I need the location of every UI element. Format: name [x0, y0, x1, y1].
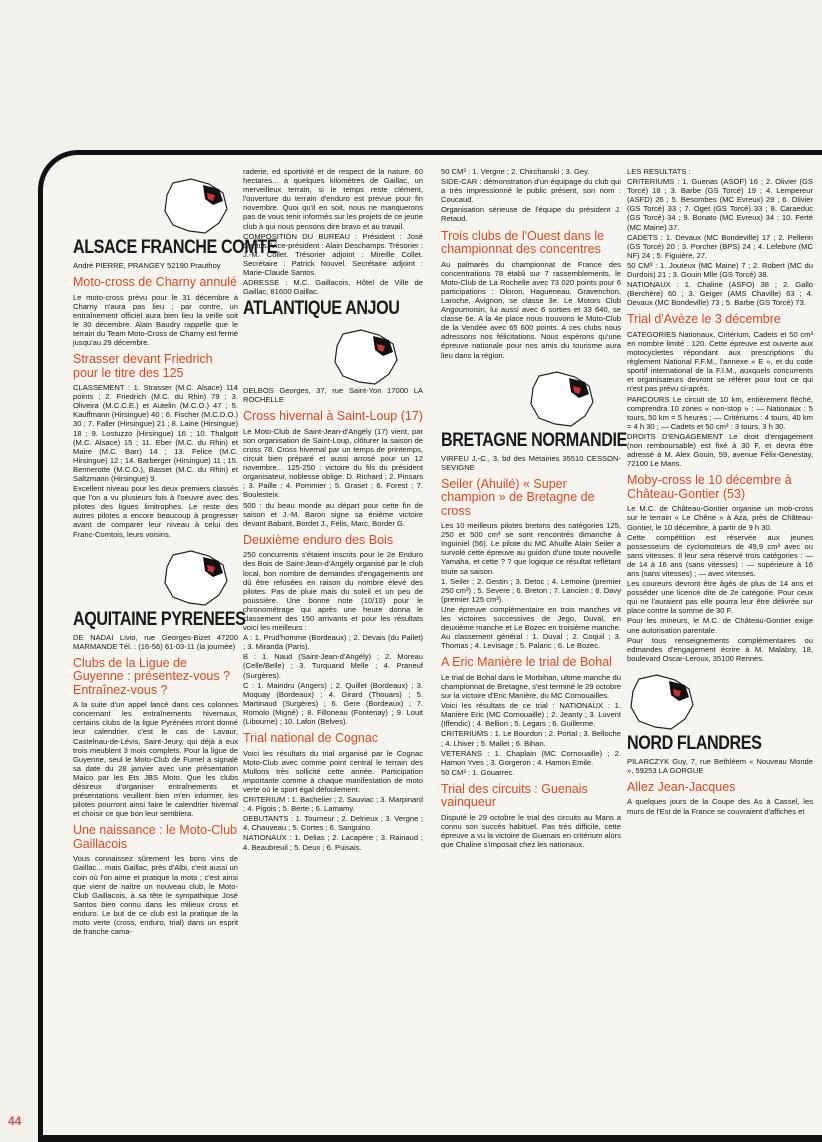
bretagne-map-icon — [527, 368, 597, 428]
article-paragraph: CRITERIUM : 1. Bachelier ; 2. Sauviac ; 3. Marpinard ; 4. Pigois ; 5. Berte ; 6. Lamamy. — [243, 795, 423, 814]
correspondent-address: DE NADAI Livio, rue Georges-Bizet 47200 MARMANDE Tél. : (16-56) 61-03-11 (la journée) — [73, 632, 238, 651]
region-title: ALSACE FRANCHE COMTE — [73, 237, 278, 258]
region-title: AQUITAINE PYRENEES — [73, 608, 246, 630]
article-paragraph: CRITERIUMS : 1. Guenas (ASOF) 16 ; 2. Olivier (GS Torcé) 18 ; 3. Barbe (GS Torcé) 19 ; 4. Lempereur (ASFD) 26 ; 5. Besombes (MC Evreux) 29 ; 6. Olivier (GS Torcé) 33 ; 7. Oget (GS Torcé) 33 ; 8. Caraeduc (GS Torcé) 34 ; 9. Bonato (MC Evreux) 34 ; 10. Ferté (MC Maine) 37. — [627, 177, 813, 232]
column-1 — [73, 167, 278, 937]
article-paragraph: 250 concurrents s'étaient inscrits pour le 2e Enduro des Bois de Saint-Jean-d'Angély organisé par le club local, bon nombre de demandes d'engagements ont dû être refusées en raison du nombre élevé des pilotes. Pas de pluie mais du soleil et un peu de poussière. Une bonne note (10/10) pour le chronométrage qui après une heure donna le classement des 150 arrivants et pour les résultats voici les meilleurs : — [243, 550, 423, 633]
article-paragraph: CRITERIUMS : 1. Le Bourdon ; 2. Portal ; 3. Belloche ; 4. Lhiver ; 5. Mallet ; 6. Bihan. — [441, 729, 621, 748]
article-paragraph: Voici les résultats de ce trial : NATIONAUX : 1. Manière Eric (MC Cornouaille) ; 2. Jeanty ; 3. Luvent (Iffendic) ; 4. Bellion ; 5. Legars ; 6. Guillerme. — [441, 701, 621, 729]
correspondent-address: DELBOS Georges, 37, rue Saint-Yon 17000 LA ROCHELLE — [243, 386, 423, 405]
correspondent-address: PILARCZYK Guy, 7, rue Bethléem « Nouveau Monde », 59253 LA GORGUE — [627, 756, 813, 775]
article-paragraph: NATIONAUX : 1. Delias ; 2. Lacapère ; 3. Rainaud ; 4. Beaubreuil ; 5. Deux ; 6. Puisais. — [243, 833, 423, 852]
article-paragraph: Le moto-cross prévu pour le 31 décembre à Charny n'aura pas lieu ; par contre, un entraînement officiel aura bien lieu la veille soit le 30 décembre. Alain Baudry rappelle que le terrain du Team Moto-Cross de Charny est fermé jusqu'au 29 décembre. — [73, 292, 238, 347]
article-paragraph: Pour les mineurs, le M.C. de Château-Gontier exige une autorisation parentale. — [627, 616, 813, 635]
article-heading: Moby-cross le 10 décembre à Château-Gontier (53) — [627, 473, 792, 501]
article-paragraph: Les 10 meilleurs pilotes bretons des catégories 125, 250 et 500 cm³ se sont rencontrés dimanche à Inguiniel (56). Le pilote du MC Ahuille Alain Seiler a survolé cette épreuve au guidon d'une toute nouvelle Yamaha, et cette ? ? que logique ce résultat reflétant toute sa saison. — [441, 521, 621, 576]
page-number: 44 — [8, 1114, 22, 1128]
article-paragraph: SIDE-CAR : démonstration d'un équipage du club qui a très impressionné le public présent, son nom : Coucaud. — [441, 177, 621, 205]
article-paragraph: C : 1. Maindru (Angers) ; 2. Quillet (Bordeaux) ; 3. Moquay (Bordeaux) ; 4. Girard (Thouars) ; 5. Martinaud (Surgères) ; 6. Gere (Bordeaux) ; 7. Romolo (Migné) ; 8. Filloneau (Fontenay) ; 9. Louit (Libourne) ; 10. Lafon (Belves). — [243, 680, 423, 727]
article-paragraph: Excellent niveau pour les deux premiers classés que l'on a vu plusieurs fois à l'oeuvre avec des pilotes des ligues limitrophes. Le reste des autres pilotes a encore beaucoup à progresser avant de comparer leur niveau à celui des Franc-Comtois, leurs voisins. — [73, 484, 238, 539]
article-paragraph: A la suite d'un appel lancé dans ces colonnes concernant les entraînements hivernaux, certains clubs de la ligue Pyrénées m'ont donné leur calendrier, c'est le cas de Lavaur, Castelnau-de-Lévis, Saint-Jeury, qui déjà à eux trois meublent 3 mois complets. Pour la ligue de Guyenne, seul le Moto-Club de Fumel a signalé sa date du 28 janvier avec une présentation Maico par les Ets JBS Moto. Que les clubs désireux d'organiser entraînements et présentations veuillent bien m'en informer, les pilotes pourront ainsi faire le calendrier hivernal et choisir ce que bon leur semblera. — [73, 700, 238, 819]
article-paragraph: raderie, ed sportivité et de respect de la nature. 60 hectares... à quelques kilomètres de Gaillac, un merveilleux terrain, si le temps reste clément, l'ouverture du terrain d'enduro est prévue pour fin novembre. Quoi qu'il en soit, nous ne manquerons pas de vous tenir informés sur les projets de ce jeune club à qui nous pensons dire bravo et au travail. — [243, 167, 423, 231]
article-paragraph: VETERANS : 1. Chaplain (MC Cornouaille) ; 2. Hamon Yves ; 3. Gorgeron ; 4. Hamon Emile. — [441, 748, 621, 767]
article-heading: Seiler (Ahuilé) « Super champion » de Bretagne de cross — [441, 476, 595, 518]
article-paragraph: Vous connaissez sûrement les bons vins de Gaillac... mais Gaillac, près d'Albi, c'est aussi un coin où l'on aime et pratique la moto ; c'est ainsi que vient de naître un nouveau club, le Moto-Club Gaillacois, à sa tête le sympathique José Santos bien connu dans les milieux cross et enduro. Le but de ce club est la pratique de la moto verte (cross, enduro, trial) dans un esprit de franche cama- — [73, 854, 238, 937]
article-heading: Strasser devant Friedrich pour le titre des 125 — [73, 352, 213, 380]
article-paragraph: Voici les résultats du trial organisé par le Cognac Moto-Club avec comme point central le terrain des Mullons très sollicité cette année. Participation importante comme à chaque manifestation de moto verte où le sport égal défoulement. — [243, 748, 423, 794]
article-paragraph: CLASSEMENT : 1. Strasser (M.C. Alsace) 114 points ; 2. Friedrich (M.C. du Rhin) 79 ; 3. Oliveira (M.C.C.E.) et Autelin (M.C.O.) 47 ; 5. Kauffmann (Hirsingue) 40 ; 6. Fischer (M.C.D.O.) 30 ; 7. Faller (Hirsingue) 21 ; 8. Laine (Hirsingue) 18 ; 9. Lostuzzo (Hirsingue) 16 ; 10. Thalgott (M.C. Alsace) 15 ; 11. Eber (M.C. du Rhin) et Maire (M.C. Barr) 14 ; 13. Felice (M.C. Hirsingue) 12 ; 14. Barberger (Hirsingue) 11 ; 15. Bennerotte (M.C.O.), Basset (M.C. du Rhin) et Saltzmann (Hirsingue) 9. — [73, 383, 238, 483]
article-heading: Clubs de la Ligue de Guyenne : présentez-vous ? Entraînez-vous ? — [73, 655, 231, 697]
article-paragraph: Le Moto-Club de Saint-Jean-d'Angély (17) vient, par son organisation de Saint-Loup, clôturer la saison de cross 78. Cross hivernal par un temps de printemps, circuit bien préparé et aussi arrosé pour un 12 novembre... 125-250 : victoire du fils du président organisateur, noblesse oblige. D. Richard ; 2. Pinsars ; 3. Paille ; 4. Pommier ; 5. Graset ; 6. Forest ; 7. Boulesteix. — [243, 426, 423, 500]
article-paragraph: CADETS : 1. Devaux (MC Bondeville) 17 ; 2. Pellerin (GS Torcé) 20 ; 3. Porcher (BPS) 24 ; 4. Lefebvre (MC NF) 24 ; 5. Figuière, 27. — [627, 232, 813, 260]
article-paragraph: NATIONAUX : 1. Chaline (ASFO) 38 ; 2. Gallo (Berchère) 60 ; 3. Geiger (AMS Chaville) 63 ; 4. Devaux (MC Bondeville) 73 ; 5. Barbe (GS Torcé) 73. — [627, 280, 813, 308]
article-heading: A Eric Manière le trial de Bohal — [441, 655, 612, 670]
page-bottom-bar — [38, 1135, 822, 1142]
article-paragraph: 50 CM³ : 1. Jouteux (MC Maine) 7 ; 2. Robert (MC du Durdois) 21 ; 3. Gouin Mlle (GS Torcé) 38. — [627, 260, 813, 280]
article-heading: Moto-cross de Charny annulé — [73, 275, 237, 289]
nord-map-icon — [627, 671, 697, 731]
article-heading: Cross hivernal à Saint-Loup (17) — [243, 409, 423, 424]
article-paragraph: Cette compétition est réservée aux jeunes possesseurs de cyclomoteurs de 49,9 cm³ avec ou sans vitesses. Il leur sera réservé trois catégories : — de 14 à 16 ans (sans vitesses) : — supérieure à 16 ans (sans vitesses) ; — avec vitesses. — [627, 532, 813, 578]
article-paragraph: ADRESSE : M.C. Gaillacois, Hôtel de Ville de Gaillac, 81600 Gaillac. — [243, 278, 423, 297]
article-heading: Allez Jean-Jacques — [627, 779, 736, 794]
article-heading: Trial d'Avèze le 3 décembre — [627, 312, 781, 327]
article-paragraph: PARCOURS Le circuit de 10 km, entièrement fléché, comprendra 10 zones « non-stop » : — Nationaux : 5 tours, 50 km = 5 heures ; — Critériums : 4 tours, 40 km = 4 h 30 ; — Cadets et 50 cm³ : 3 tours, 3 h 30. — [627, 394, 813, 431]
article-paragraph: Disputé le 29 octobre le trial des circuits au Mans a connu son succès habituel. Pas très difficile, cette épreuve a vu la victoire de Guenais en critérium alors que Chaline s'imposait chez les nationaux. — [441, 812, 621, 850]
article-heading: Trial des circuits : Guenais vainqueur — [441, 781, 588, 810]
article-paragraph: DROITS D'ENGAGEMENT Le droit d'engagement (non remboursable) est fixé à 30 F, et devra être adressé à M. Alex Gouin, 59, avenue Félix-Genestay, 72100 Le Mans. — [627, 431, 813, 469]
correspondent-address: André PIERRE, PRANGEY 52190 Prauthoy — [73, 261, 221, 270]
article-paragraph: 1. Seiler ; 2. Gestin ; 3. Detoc ; 4. Lemoine (premier 250 cm³) ; 5. Severe ; 6. Breton ; 7. Lancien ; 8. Davy (premier 125 cm³). — [441, 576, 621, 604]
page-frame — [38, 150, 822, 1135]
article-paragraph: 50 CM³ : 1. Gouarrec. — [441, 767, 515, 777]
article-heading: Trois clubs de l'Ouest dans le championnat des concentres — [441, 228, 605, 257]
column-3 — [441, 167, 627, 850]
article-paragraph: Le M.C. de Château-Gontier organise un mob-cross sur le terrain « Le Chêne » à Aza, près de Château-Gontier, le 10 décembre, à partir de 9 h 30. — [627, 504, 813, 532]
article-heading: Trial national de Cognac — [243, 731, 379, 746]
article-paragraph: A : 1. Prud'homme (Bordeaux) ; 2. Devais (du Pallet) ; 3. Miranda (Paris). — [243, 633, 423, 652]
article-paragraph: 500 : du beau monde au départ pour cette fin de saison et J.-M. Baron signe sa énième victoire devant Babarit, Bordet J., Félis, Marc, Border G. — [243, 500, 423, 528]
article-paragraph: Les coureurs devront être âgés de plus de 14 ans et posséder une licence dite de 2e catégorie. Pour ceux qui ne l'auraient pas elle pourra leur être délivrée sur place contre la somme de 30 F. — [627, 579, 813, 616]
correspondent-address: VIRFEU J.-C., 3, bd des Métairies 35510 CESSON-SEVIGNE — [441, 453, 621, 472]
article-paragraph: DEBUTANTS : 1. Tourneur ; 2. Delrieux ; 3. Vergne ; 4. Chauveau ; 5. Cortes ; 6. Sanguino. — [243, 814, 423, 833]
region-title: NORD FLANDRES — [627, 732, 762, 754]
article-paragraph: Le trial de Bohal dans le Morbihan, ultime manche du championnat de Bretagne, s'est terminé le 29 octobre sur la victoire d'Eric Manière, du MC Cornouailles. — [441, 672, 622, 701]
article-paragraph: CATEGORIES Nationaux, Critérium, Cadets et 50 cm³ en nombre limité : 120. Cette épreuve est ouverte aux motocyclettes répondant aux prescriptions du règlement National F.F.M., l'annexe « E », et du code sportif international de la F.I.M., auxquels concurrents et organisateurs devront se référer pour tout ce qui n'est pas prévu ci-après. — [627, 329, 813, 394]
article-paragraph: B : 1. Naud (Saint-Jean-d'Angély) ; 2. Moreau (Celle/Belle) ; 3. Turquand Melle ; 4. Praneuf (Surgères). — [243, 652, 423, 680]
article-paragraph: 50 CM³ : 1. Vergne ; 2. Chirchanski ; 3. Gey. — [441, 167, 590, 176]
region-title: BRETAGNE NORMANDIE — [441, 429, 627, 451]
article-paragraph: Une épreuve complémentaire en trois manches vit les victoires successives de Jego, Duval, en deuxième manche et Le Bozec en troisième manche. Au classement général : 1. Duval ; 2. Coquil ; 3. Thomas ; 4. Levisage ; 5. Palaric ; 6. Le Bozec. — [441, 604, 621, 651]
column-4 — [627, 167, 813, 817]
region-title: ATLANTIQUE ANJOU — [243, 298, 400, 320]
article-heading: Une naissance : le Moto-Club Gaillacois — [73, 823, 237, 851]
article-heading: Deuxième enduro des Bois — [243, 532, 394, 547]
aquitaine-map-icon — [161, 547, 231, 607]
article-paragraph: Au palmarès du championnat de France des concentrations 78 établi sur 7 rassemblements, le Moto-Club de La Rochelle avec 73 020 points pour 6 participations : Oloron, Hagueneau, Gravenchon, Laroche, Avignon, se classe 3e. Le Motors Club Angoumoisin, lui aussi avec 6 sorties et 33 640, se classe 6e. A la 4e place nous trouvons le Moto-Club de la Vendée avec 65 600 points. A ces clubs nous adressons nos félicitations. Nous espérons qu'une épreuve nationale pour nos amis du tourisme aura lieu dans la région. — [441, 259, 621, 360]
article-paragraph: COMPOSITION DU BUREAU : Président : José Santos. Vice-président : Alain Deschamps. Trésorier : J.-M. Collet. Trésorier adjoint : Mireille Collet. Secrétaire : Patrick Nouvel. Secrétaire adjoint : Marie-Claude Santos. — [243, 231, 423, 278]
article-paragraph: Pour tous renseignements complémentaires ou edmandes d'engagement écrire à M. Malabry, 18, boulevard Oscar-Leroux, 35100 Rennes. — [627, 635, 813, 663]
article-paragraph: A quelques jours de la Coupe des As à Cassel, les murs de l'Est de la France se couvraient d'affiches et — [627, 797, 813, 816]
article-paragraph: Organisation sérieuse de l'équipe du président J. Retaud. — [441, 205, 621, 224]
alsace-map-icon — [161, 175, 231, 235]
column-2 — [243, 167, 423, 853]
article-paragraph: LES RESULTATS : — [627, 167, 691, 176]
atlantique-map-icon — [331, 326, 401, 386]
